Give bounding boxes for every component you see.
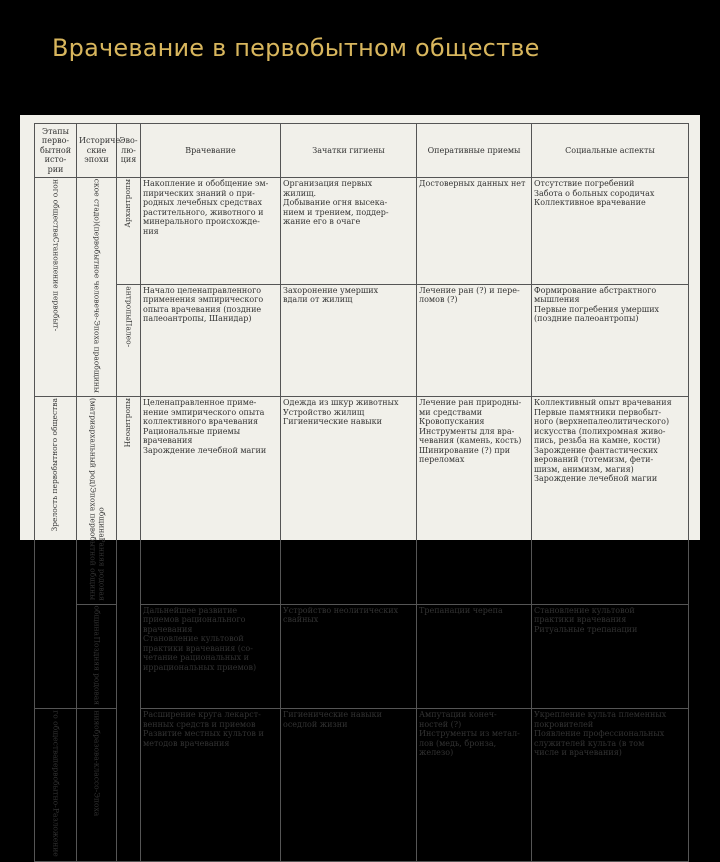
cell-text-line: Становление первобыт- [51,236,61,332]
epoch-cell-proto-community [77,178,117,397]
cell-text-line: применения эмпирического [143,295,264,305]
era-cell-archanthropes: Архантропы [117,178,141,285]
cell-text-line: оседлой жизни [283,719,348,729]
cell-text-line: родных лечебных средствах [143,198,262,207]
cell-text-line: (поздние палеоантропы) [534,314,639,324]
cell-text-line: Эпоха первобытной общины [88,487,98,601]
row4-healing [141,604,281,708]
cell-text-line: Появление профессиональных [534,729,665,739]
cell-text-line: Коллективный опыт врачевания [534,398,672,408]
cell-text-line: Развитие местных культов и [143,729,264,739]
row5-hygiene [281,709,417,861]
cell-text-line: приемов рационального [143,615,246,625]
history-table [34,123,689,862]
row2-healing [141,284,281,397]
cell-text-line: ское стадо) [92,179,102,225]
cell-text-line: переломах [419,455,465,465]
cell-text-line: (матриархальный род) [88,398,98,488]
cell-text-line: ломов (?) [419,295,458,305]
row3-social [532,397,689,605]
epoch-cell-class-formation [77,709,117,861]
cell-text-line: мышления [534,295,580,305]
cell-text-line: ния [143,226,159,236]
header-social: Социальные аспекты [532,124,689,178]
cell-text-line: община [97,506,106,538]
cell-text-line: образова- [92,725,102,764]
era-cell-paleoanthropes [117,284,141,397]
cell-text-line: Ампутации конеч- [419,710,497,720]
cell-text-line: Инструменты из метал- [419,729,520,739]
cell-text-line: Устройство жилищ [283,407,365,417]
cell-text-line: Расширение круга лекарст- [143,710,261,720]
cell-text-line: Начало целенаправленного [143,285,262,295]
row3-surgery [417,397,532,605]
cell-text-line: Первые погребения умерших [534,304,660,314]
cell-text-line: минерального происхожде- [143,217,260,226]
cell-text-line: опыта врачевания (поздние [143,304,262,314]
cell-text-line: палеоантропы, Шанидар) [143,314,252,324]
cell-text-line: Лечение ран (?) и пере- [419,285,520,295]
cell-text-line: Дальнейшее развитие [143,605,238,615]
cell-text-line: врачевания [143,436,193,446]
row4-social [532,604,689,708]
cell-text-line: пись, резьба на камне, кости) [534,436,661,446]
cell-text-line: служителей культа (в том [534,738,645,748]
header-hygiene: Зачатки гигиены [281,124,417,178]
epoch-cell-early-clan [77,397,117,605]
cell-text-line: иррациональных приемов) [143,662,257,672]
cell-text-line: ми средствами [419,407,483,417]
cell-text-line: железо) [419,748,454,758]
cell-text-line: врачевания [143,624,193,634]
cell-text-line: практики врачевания (со- [143,643,253,653]
cell-text-line: эпохи [84,155,109,165]
stage-cell-formation [35,178,77,397]
cell-text-line: Эпоха [92,792,102,817]
cell-text-line: ностей (?) [419,719,462,729]
stage-cell-decline [35,709,77,861]
cell-text-line: община [92,605,102,637]
cell-text-line: нием и трением, поддер- [283,207,389,217]
cell-text-line: рии [47,164,64,174]
header-eras [117,124,141,178]
row2-surgery [417,284,532,397]
row1-hygiene [281,178,417,285]
cell-text-line: классо- [92,763,102,793]
header-healing: Врачевание [141,124,281,178]
epoch-cell-late-clan [77,604,117,708]
row1-social [532,178,689,285]
header-surgery: Оперативные приемы [417,124,532,178]
cell-text-line: Накопление и обобщение эм- [143,179,269,188]
cell-text-line: Трепанации черепа [419,605,503,615]
cell-text-line: ния [92,710,102,726]
cell-text-line: Лечение ран природны- [419,398,522,408]
stage-cell-maturity: Зрелость первобытного общества [35,397,77,709]
cell-text-line: числе и врачевания) [534,748,622,758]
cell-text-line: Зарождение фантастических [534,445,658,455]
cell-text-line: четание рациональных и [143,653,249,663]
header-stages [35,124,77,178]
cell-text-line: коллективного врачевания [143,417,259,427]
cell-text-line: ного общества [51,179,61,237]
cell-text-line: ного (верхнепалеолитического) [534,417,670,427]
cell-text-line: (первобытное человече- [92,224,102,321]
cell-text-line: го общества [51,710,61,759]
cell-text-line: Разложение [51,808,61,858]
cell-text-line: Достоверных данных нет [419,179,526,188]
cell-text-line: Целенаправленное приме- [143,398,257,408]
cell-text-line: Организация первых [283,179,373,188]
cell-text-line: Ритуальные трепанации [534,624,638,634]
cell-text-line: Формирование абстрактного [534,285,657,295]
cell-text-line: Зарождение лечебной магии [143,445,267,455]
cell-text-line: нение эмпирического опыта [143,407,265,417]
cell-text-line: пирических знаний о при- [143,188,255,198]
cell-text-line: верований (тотемизм, фети- [534,455,654,465]
cell-text-line: Устройство неолитических [283,605,399,615]
cell-text-line: Рациональные приемы [143,426,241,436]
cell-text-line: Кровопускания [419,417,485,427]
cell-text-line: растительного, животного и [143,207,264,217]
cell-text-line: Гигиенические навыки [283,710,382,720]
cell-text-line: жание его в очаге [283,217,361,226]
cell-text-line: Инструменты для вра- [419,426,515,436]
row3-healing [141,397,281,605]
cell-text-line: Поздняя родовая [92,636,102,705]
header-epochs [77,124,123,178]
row1-healing [141,178,281,285]
epoch-label-matriarchal [88,398,97,600]
cell-text-line: Шинирование (?) при [419,445,511,455]
cell-text-line: перво- [41,136,70,146]
cell-text-line: вдали от жилищ [283,295,353,305]
cell-text-line: Палео- [124,319,134,347]
cell-text-line: лю- [121,145,136,155]
cell-text-line: венных средств и приемов [143,719,256,729]
row3-hygiene [281,397,417,605]
table-image-frame [20,115,700,858]
slide-title: Врачевание в первобытном обществе [52,34,540,62]
row1-surgery [417,178,532,285]
cell-text-line: ция [120,155,137,165]
cell-text-line: Эво- [119,136,138,146]
cell-text-line: Добывание огня высека- [283,198,388,207]
row5-surgery [417,709,532,861]
row4-hygiene [281,604,417,708]
cell-text-line: Становление культовой [143,634,244,644]
cell-text-line: лов (медь, бронза, [419,738,497,748]
cell-text-line: Одежда из шкур животных [283,398,399,408]
cell-text-line: Этапы [41,126,69,136]
era-cell-neoanthropes: Неоантропы [117,397,141,861]
cell-text-line: Отсутствие погребений [534,179,635,188]
cell-text-line: практики врачевания [534,615,627,625]
row2-hygiene [281,284,417,397]
row5-social [532,709,689,861]
cell-text-line: Коллективное врачевание [534,198,646,207]
cell-text-line: жилищ. [283,188,317,198]
cell-text-line: покровителей [534,719,594,729]
row5-healing [141,709,281,861]
cell-text-line: первобытно- [51,758,61,809]
cell-text-line: шизм, анимизм, магия) [534,464,634,474]
cell-text-line: Эпоха праобщины [92,320,102,393]
cell-text-line: Гигиенические навыки [283,417,382,427]
cell-text-line: бытной [39,145,72,155]
cell-text-line: Зарождение лечебной магии [534,474,658,484]
cell-text-line: методов врачевания [143,738,230,748]
cell-text-line: исто- [44,155,67,165]
cell-text-line: ские [86,145,107,155]
cell-text-line: Захоронение умерших [283,285,379,295]
cell-text-line: Забота о больных сородичах [534,188,655,198]
cell-text-line: свайных [283,615,319,625]
cell-text-line: Ранняя родовая [97,537,106,601]
cell-text-line: Первые памятники первобыт- [534,407,662,417]
cell-text-line: чевания (камень, кость) [419,436,522,446]
cell-text-line: антропы [124,285,134,320]
row4-surgery [417,604,532,708]
cell-text-line: искусства (полихромная живо- [534,426,666,436]
cell-text-line: Историче- [79,136,123,146]
cell-text-line: Укрепление культа племенных [534,710,667,720]
cell-text-line: Становление культовой [534,605,635,615]
row2-social [532,284,689,397]
